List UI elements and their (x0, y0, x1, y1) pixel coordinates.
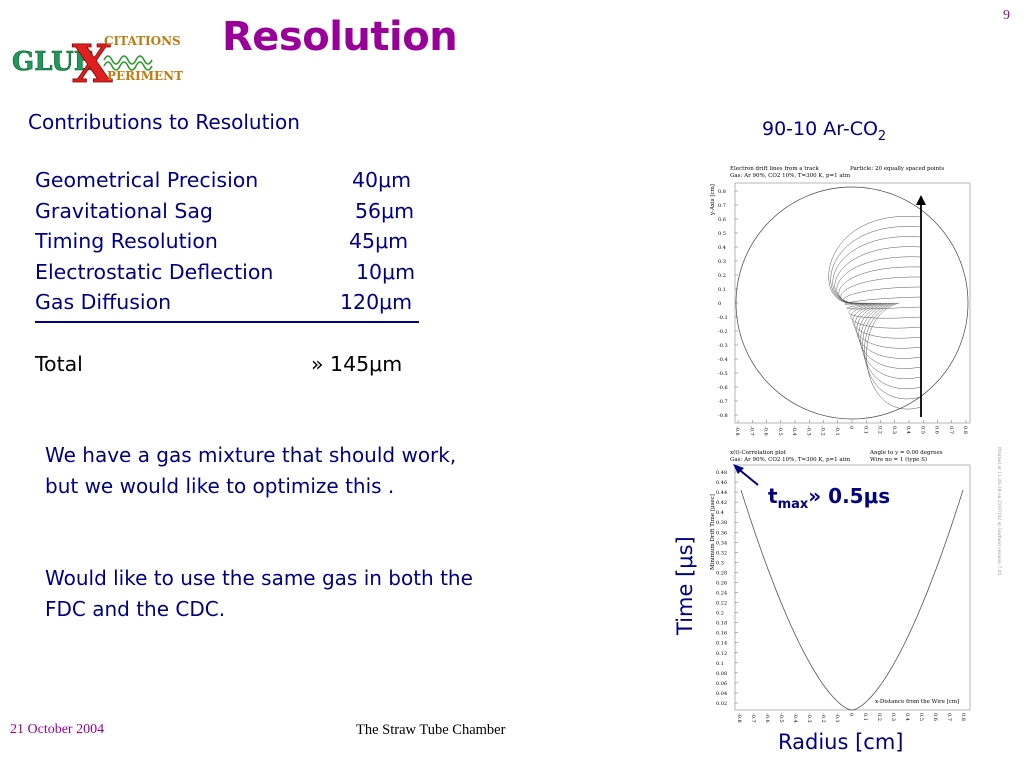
logo-word-citations: CITATIONS (104, 34, 181, 48)
plot1-x-tick-label: 0 (848, 426, 854, 430)
plot1-x-tick-label: -0.7 (748, 426, 755, 436)
plot1-x-tick-label: -0.8 (734, 426, 740, 436)
plot2-x-tick-label: -0.2 (820, 713, 826, 723)
print-side-note-text: Printed at 11:26:38 on 22/07/02 at Garfield version 7.05 (996, 447, 1001, 576)
plot2-y-tick-label: 0.14 (716, 640, 728, 647)
tmax-annotation (768, 484, 890, 512)
plot1-x-tick-label: -0.4 (791, 426, 797, 436)
plot2-x-tick-label: -0.4 (792, 713, 798, 723)
drift-line (841, 277, 921, 304)
plot1-y-tick-label: 0.3 (718, 259, 726, 265)
total-row (35, 349, 403, 380)
paragraph-same-gas: Would like to use the same gas in both the FDC and the CDC. (45, 566, 473, 621)
plot2-note-line2: Wire no = 1 (type S) (870, 457, 928, 463)
plot1-x-tick-label: -0.2 (819, 426, 826, 436)
plot1-note: Particle: 20 equally spaced points (850, 166, 945, 172)
plot2-y-tick-label: 0.08 (716, 670, 728, 677)
plot2-y-tick-label: 0.4 (716, 510, 724, 517)
contribution-value: 10μm (356, 259, 416, 284)
drift-line (831, 226, 921, 303)
plot1-y-tick-label: 0.6 (718, 217, 726, 223)
plot1-y-tick-label: -0.3 (718, 343, 728, 349)
plot1-x-tick-label: 0.7 (947, 426, 954, 434)
plot2-y-tick-label: 0.18 (716, 620, 728, 627)
contribution-row (35, 226, 409, 257)
drift-line (859, 303, 921, 369)
contribution-label: Gas Diffusion (35, 290, 172, 315)
contributions-table (35, 165, 416, 379)
plot2-x-tick-label: 0.5 (918, 713, 924, 721)
total-value: » 145μm (311, 351, 403, 376)
plot2-x-tick-label: -0.1 (834, 713, 840, 723)
contribution-value: 45μm (349, 229, 409, 254)
plot1-x-tick-label: -0.5 (776, 426, 783, 436)
plot1-x-tick-label: 0.5 (919, 426, 926, 434)
plot1-x-tick-label: 0.8 (962, 426, 968, 434)
drift-line (839, 267, 921, 303)
plot1-title-line1: Electron drift lines from a track (730, 166, 819, 172)
tmax-value: » 0.5μs (808, 484, 891, 508)
plot1-y-tick-label: 0.7 (718, 203, 726, 209)
plot1-y-tick-label: 0.4 (718, 245, 726, 251)
plot2-x-tick-label: 0.8 (960, 713, 966, 721)
tmax-subscript: max (777, 497, 809, 512)
drift-line (837, 257, 921, 303)
plot2-x-ticks (736, 713, 966, 723)
total-label: Total (35, 351, 83, 376)
paragraph-gas-mixture: We have a gas mixture that should work, but we would like to optimize this . (45, 443, 457, 498)
page-number: 9 (1003, 8, 1010, 23)
plot1-y-tick-label: -0.2 (718, 329, 728, 335)
arrow-head-icon (916, 195, 926, 205)
plot1-y-tick-label: 0 (718, 301, 722, 307)
plot2-x-tick-label: 0.2 (876, 713, 882, 721)
footer-date: 21 October 2004 (10, 722, 105, 737)
drift-line (855, 303, 921, 348)
contribution-value: 120μm (340, 290, 413, 315)
slide-title: Resolution (222, 14, 458, 60)
plot2-x-tick-label: -0.7 (750, 713, 756, 723)
plot2-x-tick-label: 0.3 (890, 713, 896, 721)
plot2-y-axis-label: Minimum Drift Time [μsec] (710, 494, 716, 570)
plot1-y-tick-label: -0.5 (718, 371, 728, 377)
plot2-y-tick-label: 0.16 (716, 630, 728, 637)
contribution-value: 56μm (355, 198, 415, 223)
logo-word-glue: GLUE (12, 47, 94, 77)
section-heading: Contributions to Resolution (28, 110, 300, 134)
plot1-y-tick-label: 0.2 (718, 273, 726, 279)
drift-line (863, 303, 921, 389)
plot2-title-line1: x(t)-Correlation plot (730, 450, 786, 456)
drift-line (867, 303, 921, 409)
plot2-y-tick-label: 0.12 (716, 650, 728, 657)
plot2-x-tick-label: -0.3 (806, 713, 812, 723)
plot1-x-tick-label: -0.1 (833, 426, 840, 436)
contribution-label: Electrostatic Deflection (35, 259, 274, 284)
plot2-x-tick-label: 0.7 (946, 713, 952, 721)
time-axis-label: Time [μs] (673, 536, 697, 635)
gluex-logo (12, 28, 184, 95)
plot2-x-tick-label: 0.1 (862, 713, 868, 721)
plot2-x-tick-label: 0.4 (904, 713, 910, 721)
plot1-y-tick-label: 0.8 (718, 189, 726, 195)
plot1-y-axis-label: y-Axis [cm] (710, 184, 716, 215)
plot1-y-tick-label: -0.7 (718, 399, 728, 405)
plot2-title-line2: Gas: Ar 90%, CO2 10%, T=300 K, p=1 atm (730, 457, 851, 463)
plot1-y-tick-label: 0.1 (718, 287, 726, 293)
plot1-y-tick-label: -0.4 (718, 357, 728, 363)
plot2-y-tick-label: 0.04 (716, 690, 728, 697)
contribution-row (35, 196, 415, 227)
plot2-y-tick-label: 0.3 (716, 560, 724, 567)
plot2-x-axis-label: x-Distance from the Wire [cm] (875, 699, 960, 705)
plot1-x-tick-label: 0.4 (905, 426, 911, 434)
footer-title: The Straw Tube Chamber (356, 722, 506, 738)
tmax-symbol: t (768, 484, 778, 508)
plot2-y-tick-label: 0.34 (716, 540, 728, 547)
plot1-y-tick-label: -0.8 (718, 413, 728, 419)
plot1-y-tick-label: 0.5 (718, 231, 726, 237)
plot1-y-tick-label: -0.6 (718, 385, 728, 391)
plot1-x-tick-label: 0.6 (933, 426, 940, 434)
plot2-y-tick-label: 0.2 (716, 610, 724, 617)
gas-mixture-label (762, 118, 886, 144)
plot2-y-tick-label: 0.42 (716, 500, 728, 507)
plot2-y-tick-label: 0.32 (716, 550, 728, 557)
contribution-label: Gravitational Sag (35, 198, 213, 223)
plot2-y-tick-label: 0.48 (716, 470, 728, 476)
plot2-y-tick-label: 0.36 (716, 530, 728, 537)
plot1-x-ticks (734, 420, 968, 436)
drift-lines-plot (700, 155, 975, 440)
contribution-row (35, 287, 413, 318)
logo-word-periment: PERIMENT (107, 69, 184, 83)
gas-label-main: 90-10 Ar-CO (762, 118, 878, 140)
contribution-label: Geometrical Precision (35, 168, 259, 192)
plot2-x-tick-label: -0.5 (778, 713, 784, 723)
plot2-x-tick-label: 0 (848, 713, 854, 717)
plot2-note-line1: Angle to y = 0.00 degrees (870, 450, 943, 456)
plot1-x-tick-label: 0.2 (876, 426, 883, 434)
plot2-y-tick-label: 0.24 (716, 590, 728, 597)
plot2-y-tick-label: 0.26 (716, 580, 728, 587)
radius-axis-label: Radius [cm] (778, 730, 904, 754)
print-side-note (990, 445, 1002, 615)
gas-label-subscript: 2 (877, 128, 887, 144)
xt-curve (741, 490, 963, 710)
contribution-value: 40μm (352, 168, 412, 192)
plot2-y-tick-label: 0.28 (716, 570, 728, 577)
plot1-x-tick-label: 0.3 (890, 426, 897, 434)
plot2-y-tick-label: 0.1 (716, 660, 724, 667)
contribution-row (35, 165, 412, 196)
plot2-y-tick-label: 0.06 (716, 680, 728, 687)
plot1-y-tick-label: -0.1 (718, 315, 728, 321)
plot1-x-tick-label: 0.1 (862, 426, 869, 434)
plot1-title-line2: Gas: Ar 90%, CO2 10%, T=300 K, p=1 atm (730, 173, 851, 179)
plot2-x-tick-label: -0.6 (764, 713, 770, 723)
plot2-x-tick-label: 0.6 (932, 713, 938, 721)
plot2-x-tick-label: -0.8 (736, 713, 742, 723)
plot2-y-tick-label: 0.02 (716, 701, 728, 707)
plot2-y-tick-label: 0.46 (716, 480, 728, 487)
contribution-label: Timing Resolution (35, 229, 218, 254)
drift-lines (829, 216, 921, 409)
plot2-y-tick-label: 0.44 (716, 490, 728, 497)
plot1-x-tick-label: -0.3 (805, 426, 812, 436)
drift-line (851, 303, 921, 328)
logo-letter-x: X (72, 34, 113, 95)
plot2-y-tick-label: 0.38 (716, 520, 728, 527)
contribution-row (35, 257, 416, 288)
plot1-x-tick-label: -0.6 (762, 426, 769, 436)
table-divider (35, 321, 419, 323)
plot2-y-tick-label: 0.22 (716, 600, 728, 607)
drift-line (835, 247, 921, 303)
